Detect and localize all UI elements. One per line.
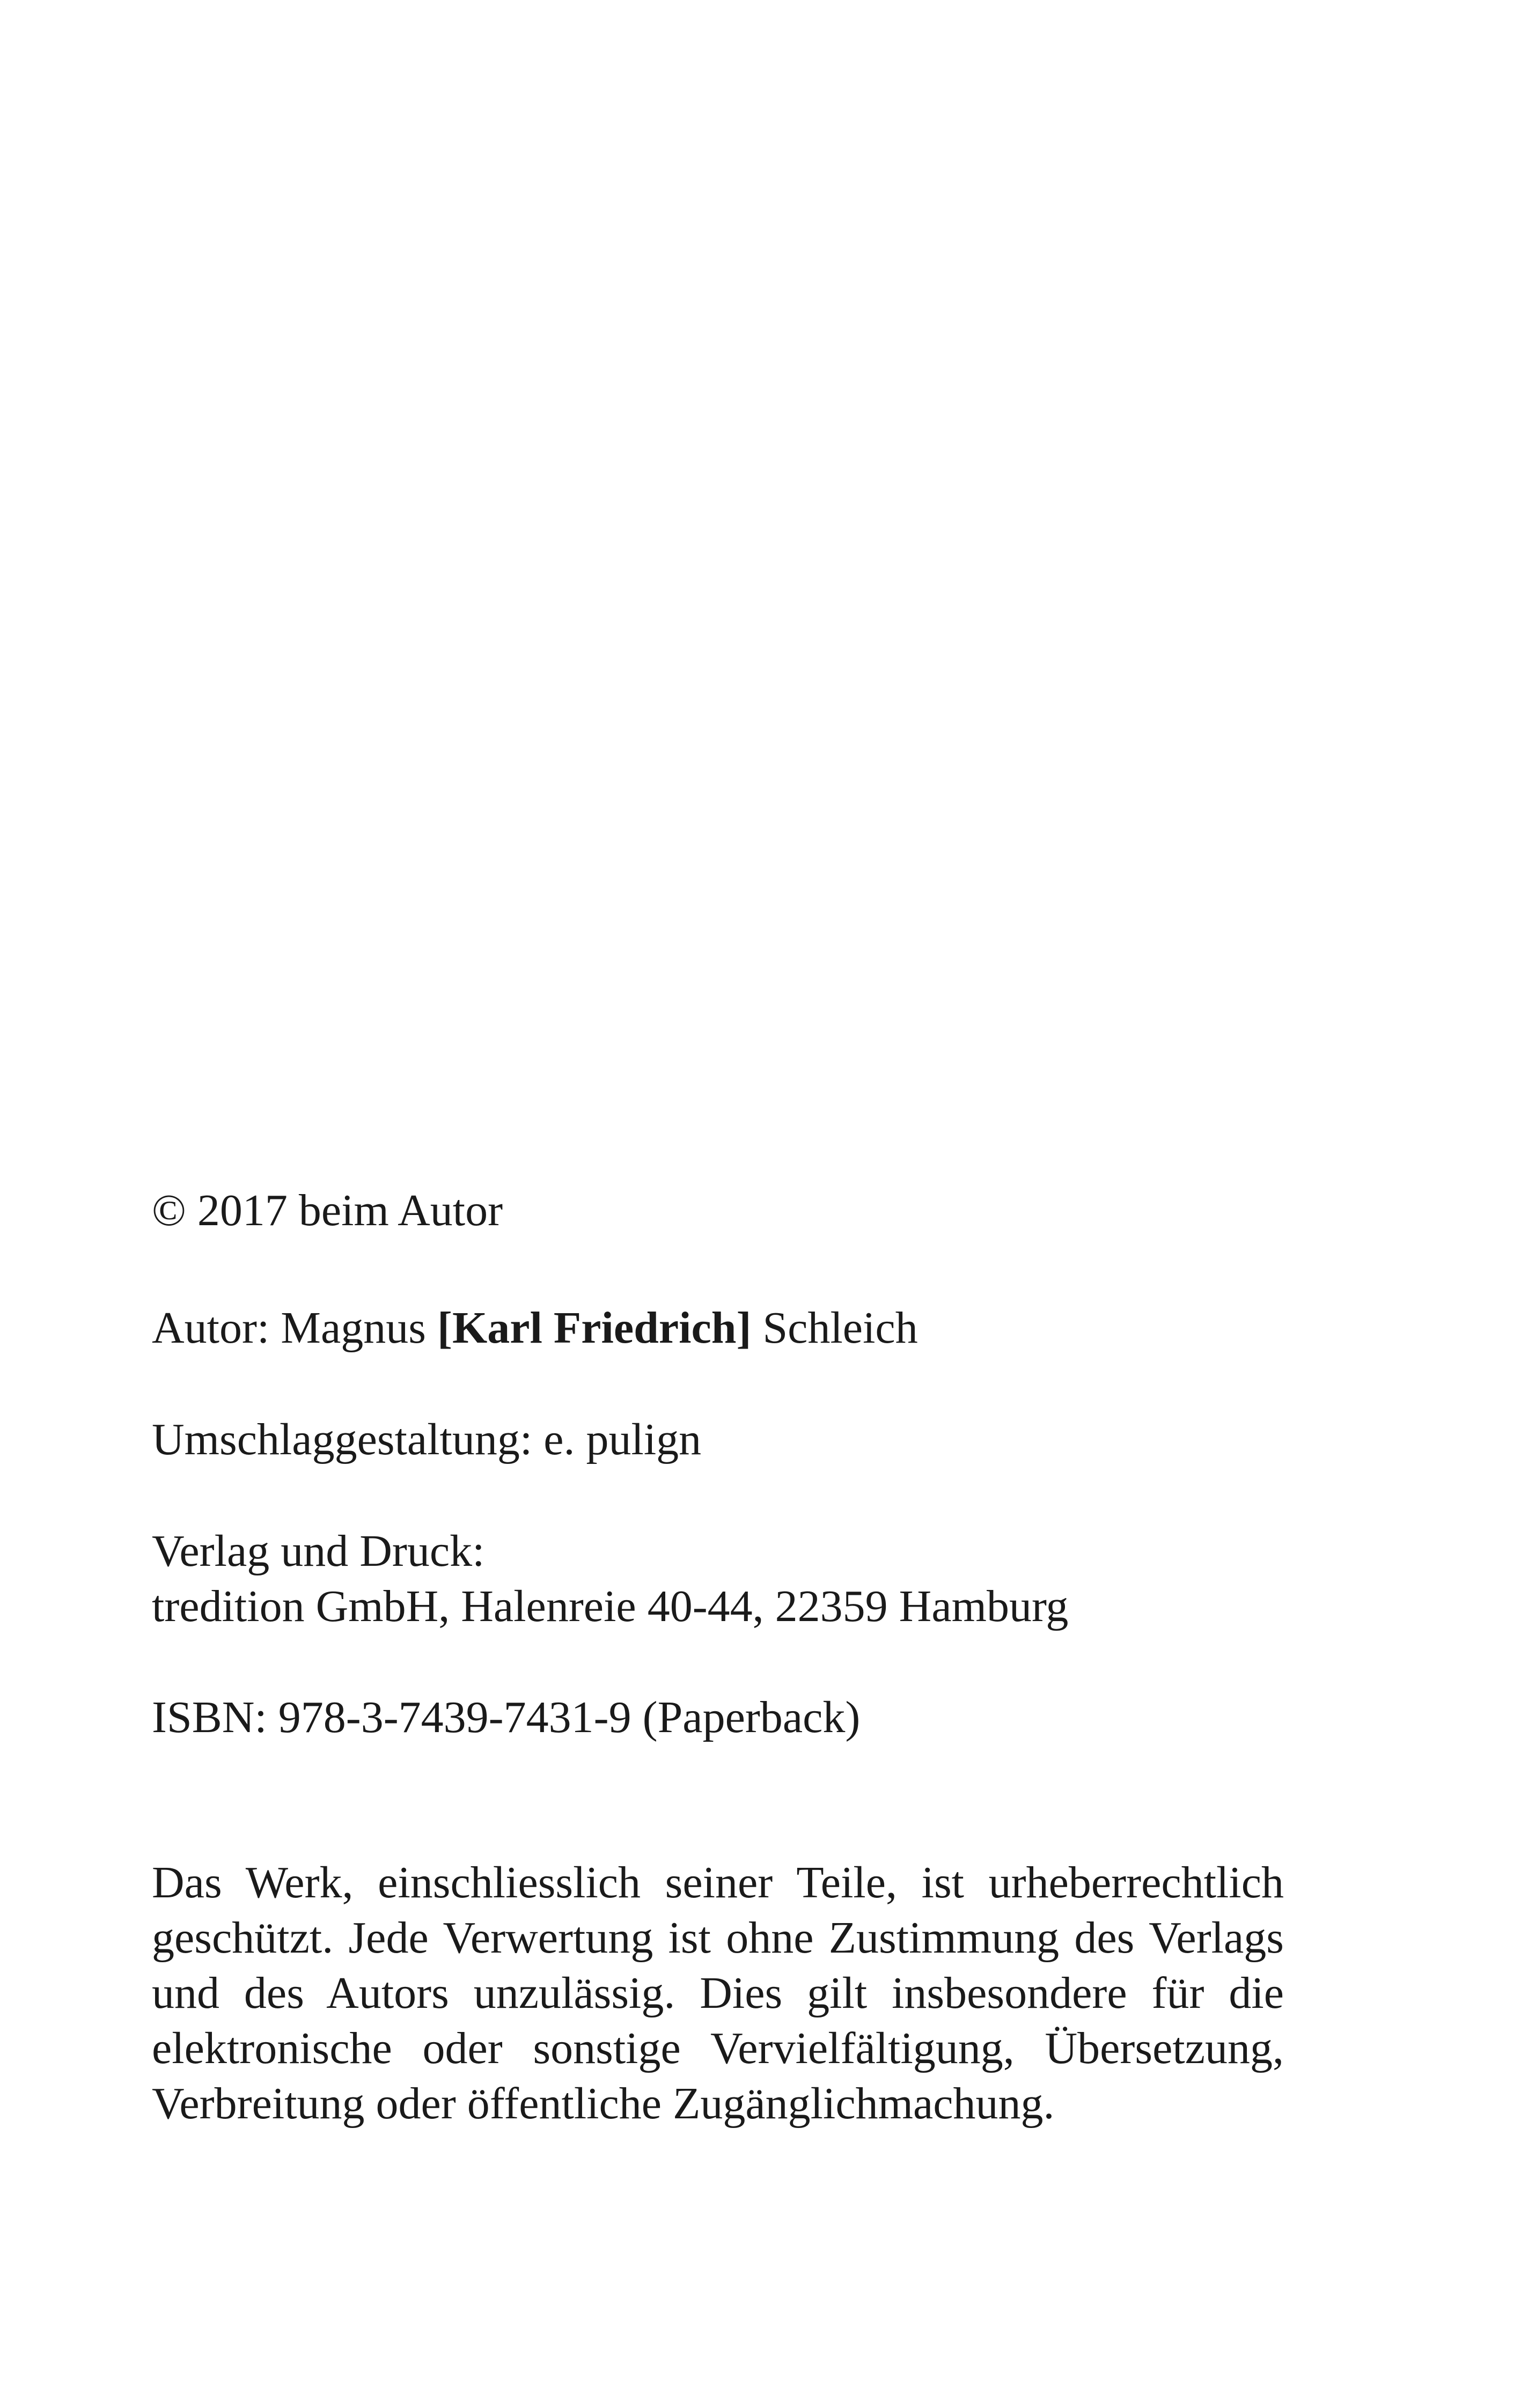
legal-notice-text: Das Werk, einschliesslich seiner Teile, ist urheberrechtlich geschützt. Jede Verwertung ist ohne Zustimmung des Verlags und des Autors unzulässig. Dies gilt insbesondere für die elektronische oder sonstige Vervielfältigung, Übersetzung, Verbreitung oder öffentliche Zugänglichmachung. [152,1858,1284,2129]
author-line [152,1300,1284,1356]
isbn-line [152,1690,1284,1745]
author-label: Autor: Magnus [152,1303,426,1353]
copyright-text: © 2017 beim Autor [152,1185,503,1235]
isbn-text: ISBN: 978-3-7439-7431-9 (Paperback) [152,1692,861,1742]
author-bold-name: [Karl Friedrich] [437,1303,752,1353]
legal-notice [152,1855,1284,2131]
cover-design-line [152,1412,1284,1467]
cover-design-text: Umschlaggestaltung: e. pulign [152,1415,702,1464]
publisher-block [152,1523,1284,1634]
publisher-address: tredition GmbH, Halenreie 40-44, 22359 Hamburg [152,1581,1069,1631]
publisher-label: Verlag und Druck: [152,1526,485,1576]
copyright-line [152,1183,1284,1238]
author-surname: Schleich [762,1303,918,1353]
